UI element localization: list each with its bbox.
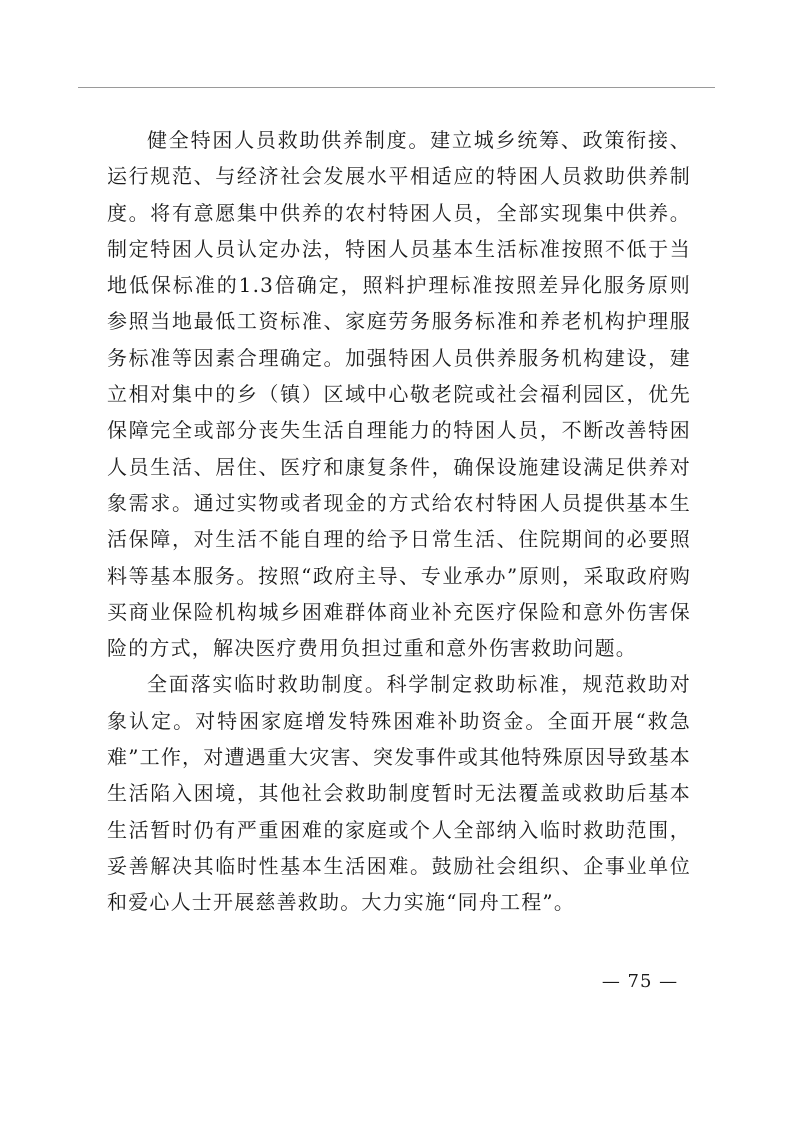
paragraph-temporary-assistance: 全面落实临时救助制度。科学制定救助标准，规范救助对象认定。对特困家庭增发特殊困难补助资金。全面开展“救急难”工作，对遭遇重大灾害、突发事件或其他特殊原因导致基本生活陷入困境，其他社会救助制度暂时无法覆盖或救助后基本生活暂时仍有严重困难的家庭或个人全部纳入临时救助范围，妥善解决其临时性基本生活困难。鼓励社会组织、企事业单位和爱心人士开展慈善救助。大力实施“同舟工程”。 xyxy=(107,672,691,915)
header-rule xyxy=(78,87,715,88)
page-number: — 75 — xyxy=(601,971,679,992)
page-body xyxy=(107,122,691,921)
paragraph-special-hardship-support: 健全特困人员救助供养制度。建立城乡统筹、政策衔接、运行规范、与经济社会发展水平相适应的特困人员救助供养制度。将有意愿集中供养的农村特困人员，全部实现集中供养。制定特困人员认定办法，特困人员基本生活标准按照不低于当地低保标准的1.3倍确定，照料护理标准按照差异化服务原则参照当地最低工资标准、家庭劳务服务标准和养老机构护理服务标准等因素合理确定。加强特困人员供养服务机构建设，建立相对集中的乡（镇）区域中心敬老院或社会福利园区，优先保障完全或部分丧失生活自理能力的特困人员，不断改善特困人员生活、居住、医疗和康复条件，确保设施建设满足供养对象需求。通过实物或者现金的方式给农村特困人员提供基本生活保障，对生活不能自理的给予日常生活、住院期间的必要照料等基本服务。按照“政府主导、专业承办”原则，采取政府购买商业保险机构城乡困难群体商业补充医疗保险和意外伤害保险的方式，解决医疗费用负担过重和意外伤害救助问题。 xyxy=(107,128,691,661)
